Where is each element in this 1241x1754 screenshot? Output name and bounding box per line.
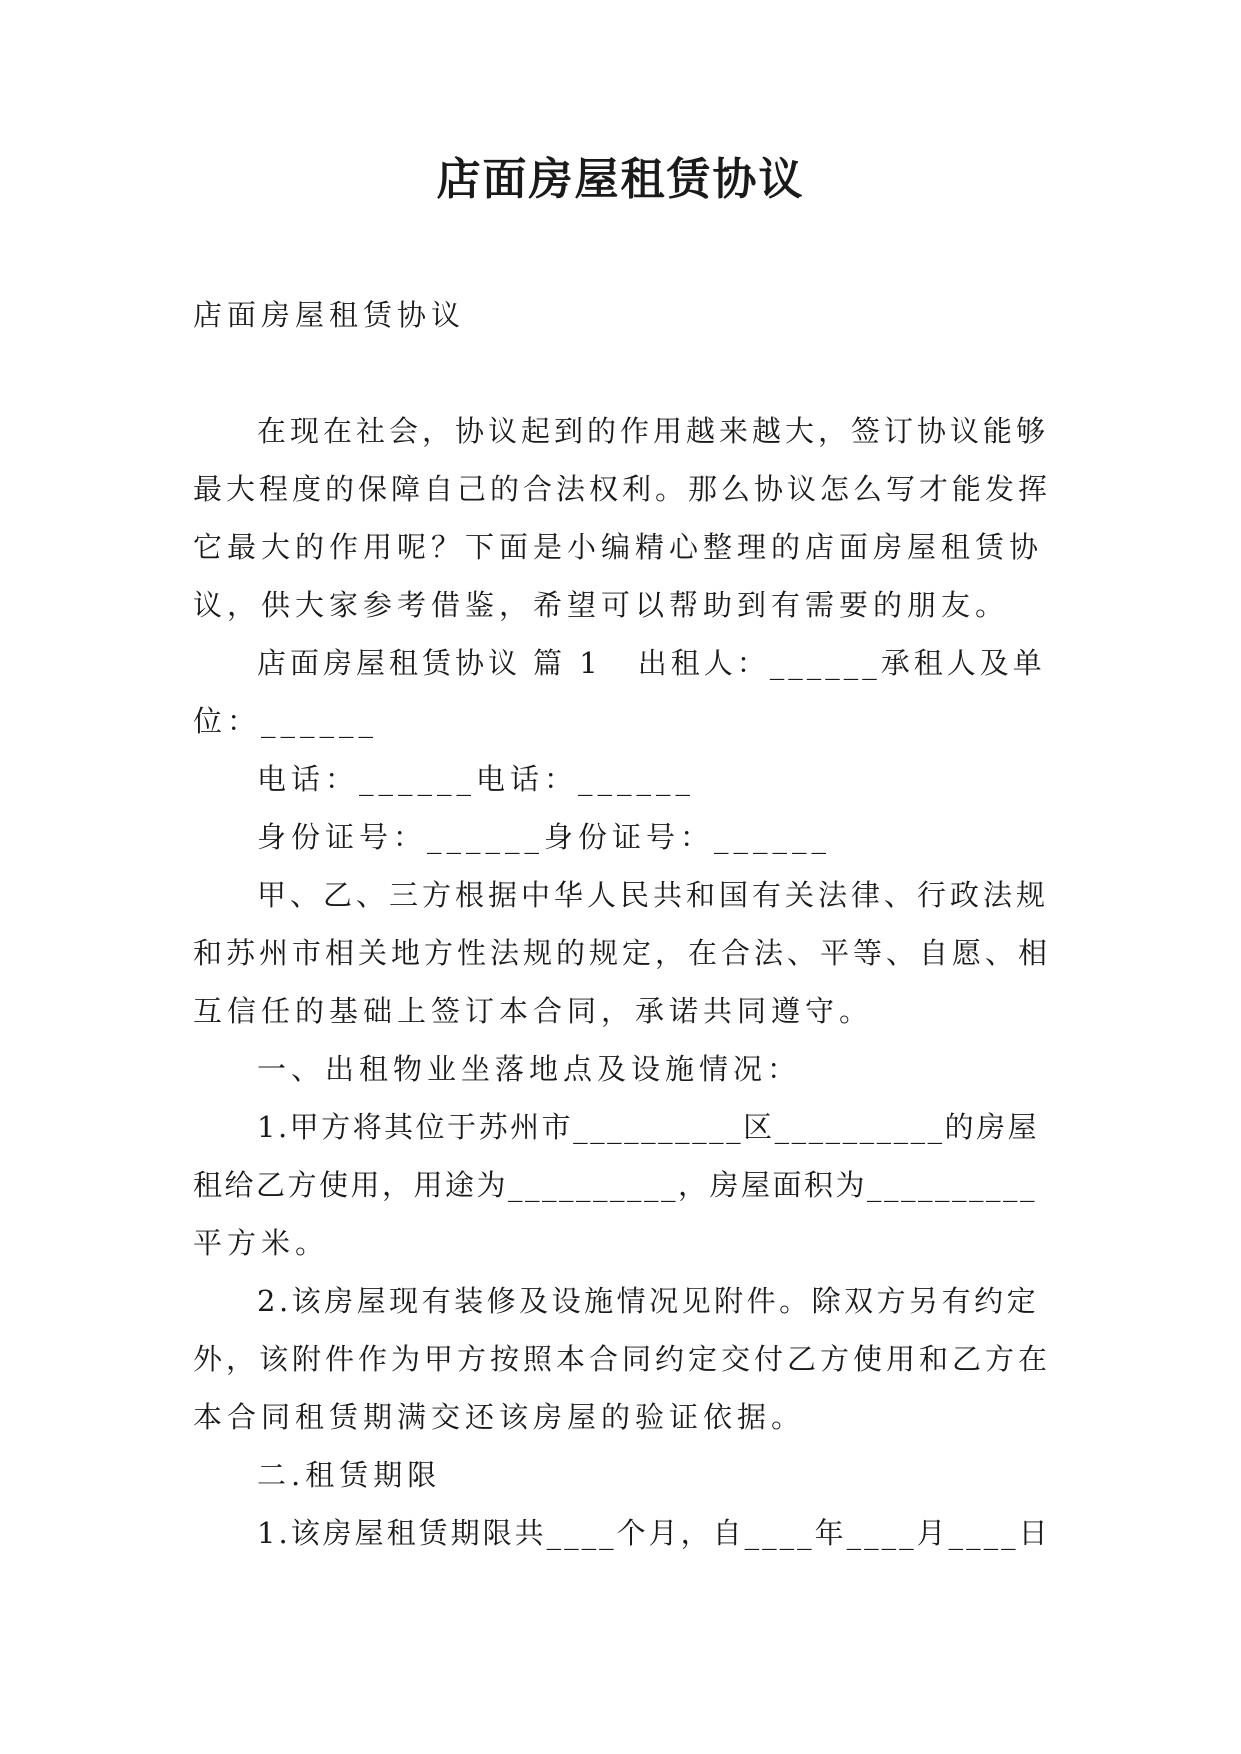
document-title: 店面房屋租赁协议 (436, 154, 805, 205)
intro-line-4: 议，供大家参考借鉴，希望可以帮助到有需要的朋友。 (193, 588, 1010, 622)
document-body (193, 286, 1051, 1562)
lessor-line: 出租人：______承租人及单 (637, 646, 1046, 680)
parties-line-1: 甲、乙、三方根据中华人民共和国有关法律、行政法规 (257, 878, 1050, 912)
lessor-line-2: 位：______ (193, 704, 379, 738)
section-1-item-2-line-1: 2.该房屋现有装修及设施情况见附件。除双方另有约定 (257, 1284, 1040, 1318)
section-2-item-1: 1.该房屋租赁期限共____个月，自____年____月____日 (257, 1516, 1051, 1550)
intro-line-1: 在现在社会，协议起到的作用越来越大，签订协议能够 (257, 414, 1050, 448)
chapter-title: 店面房屋租赁协议 (257, 646, 522, 680)
parties-line-2: 和苏州市相关地方性法规的规定，在合法、平等、自愿、相 (193, 936, 1052, 970)
id-number-line: 身份证号：______身份证号：______ (257, 820, 832, 854)
section-1-item-2-line-2: 外，该附件作为甲方按照本合同约定交付乙方使用和乙方在 (193, 1342, 1052, 1376)
blank-line (193, 344, 1051, 402)
section-1-item-1-line-2: 租给乙方使用，用途为__________，房屋面积为__________ (193, 1168, 1038, 1202)
section-1-item-1-line-1: 1.甲方将其位于苏州市__________区__________的房屋 (257, 1110, 1040, 1144)
chapter-heading-line (193, 634, 1051, 692)
section-2-title: 二.租赁期限 (257, 1458, 442, 1492)
section-1-item-2-line-3: 本合同租赁期满交还该房屋的验证依据。 (193, 1400, 806, 1434)
chapter-number: 篇 1 (533, 646, 602, 680)
intro-line-3: 它最大的作用呢？下面是小编精心整理的店面房屋租赁协 (193, 530, 1044, 564)
phone-line: 电话：______电话：______ (257, 762, 696, 796)
parties-line-3: 互信任的基础上签订本合同，承诺共同遵守。 (193, 994, 874, 1028)
section-1-item-1-line-3: 平方米。 (193, 1226, 330, 1260)
section-1-title: 一、出租物业坐落地点及设施情况： (257, 1052, 802, 1086)
intro-line-2: 最大程度的保障自己的合法权利。那么协议怎么写才能发挥 (193, 472, 1052, 506)
document-subtitle: 店面房屋租赁协议 (193, 298, 466, 332)
